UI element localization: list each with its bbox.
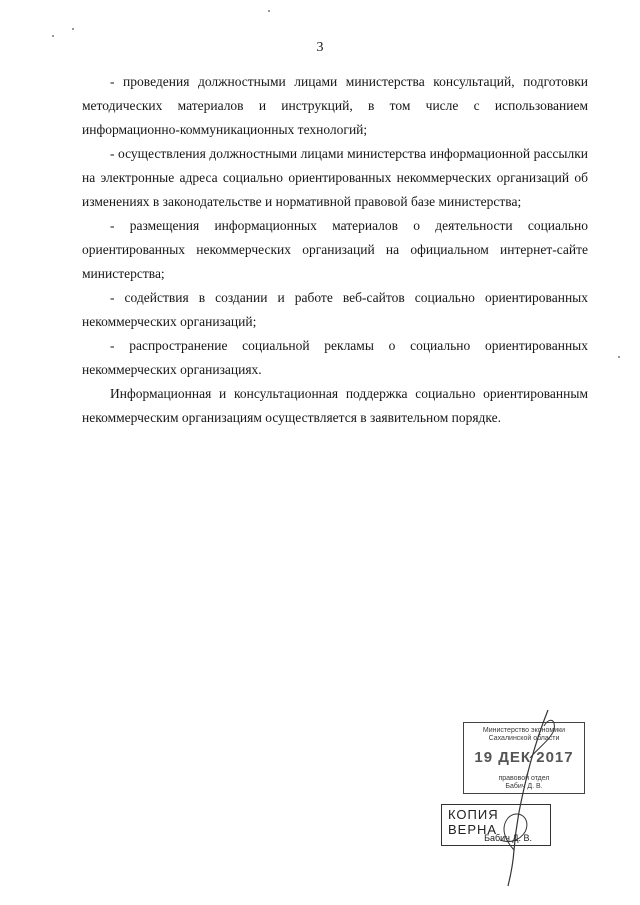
scan-speck (52, 35, 54, 37)
scan-speck (618, 356, 620, 358)
paragraph-mailing: - осуществления должностными лицами министерства информационной рассылки на электронные адреса социально ориентированных некоммерческих организаций об изменениях в законодательстве и нормативной правовой базе министерства; (82, 146, 588, 209)
stamp-department: правовой отдел (498, 775, 550, 782)
page-number: 3 (316, 40, 324, 55)
stamp-ministry: Министерство экономики (482, 727, 566, 734)
scan-speck (72, 28, 74, 30)
scan-speck (268, 10, 270, 12)
copy-stamp-title: КОПИЯ ВЕРНА (448, 807, 499, 837)
stamp-region: Сахалинской области (488, 735, 560, 742)
paragraph-website-materials: - размещения информационных материалов о деятельности социально ориентированных некоммерческих организаций на официальном интернет-сайте министерства; (82, 218, 588, 281)
handwritten-signature (470, 700, 580, 890)
body-text (82, 70, 588, 430)
copy-stamp-name: Бабич Д. В. (484, 833, 532, 843)
stamp-person: Бабич Д. В. (505, 783, 543, 790)
paragraph-social-advertising: - распространение социальной рекламы о социально ориентированных некоммерческих организациях. (82, 338, 588, 377)
paragraph-consultations: - проведения должностными лицами министерства консультаций, подготовки методических материалов и инструкций, в том числе с использованием информационно-коммуникационных технологий; (82, 74, 588, 137)
paragraph-support-procedure: Информационная и консультационная поддержка социально ориентированным некоммерческим организациям осуществляется в заявительном порядке. (82, 386, 588, 425)
stamp-date: 19 ДЕК 2017 (474, 749, 574, 766)
paragraph-web-sites: - содействия в создании и работе веб-сайтов социально ориентированных некоммерческих организаций; (82, 290, 588, 329)
